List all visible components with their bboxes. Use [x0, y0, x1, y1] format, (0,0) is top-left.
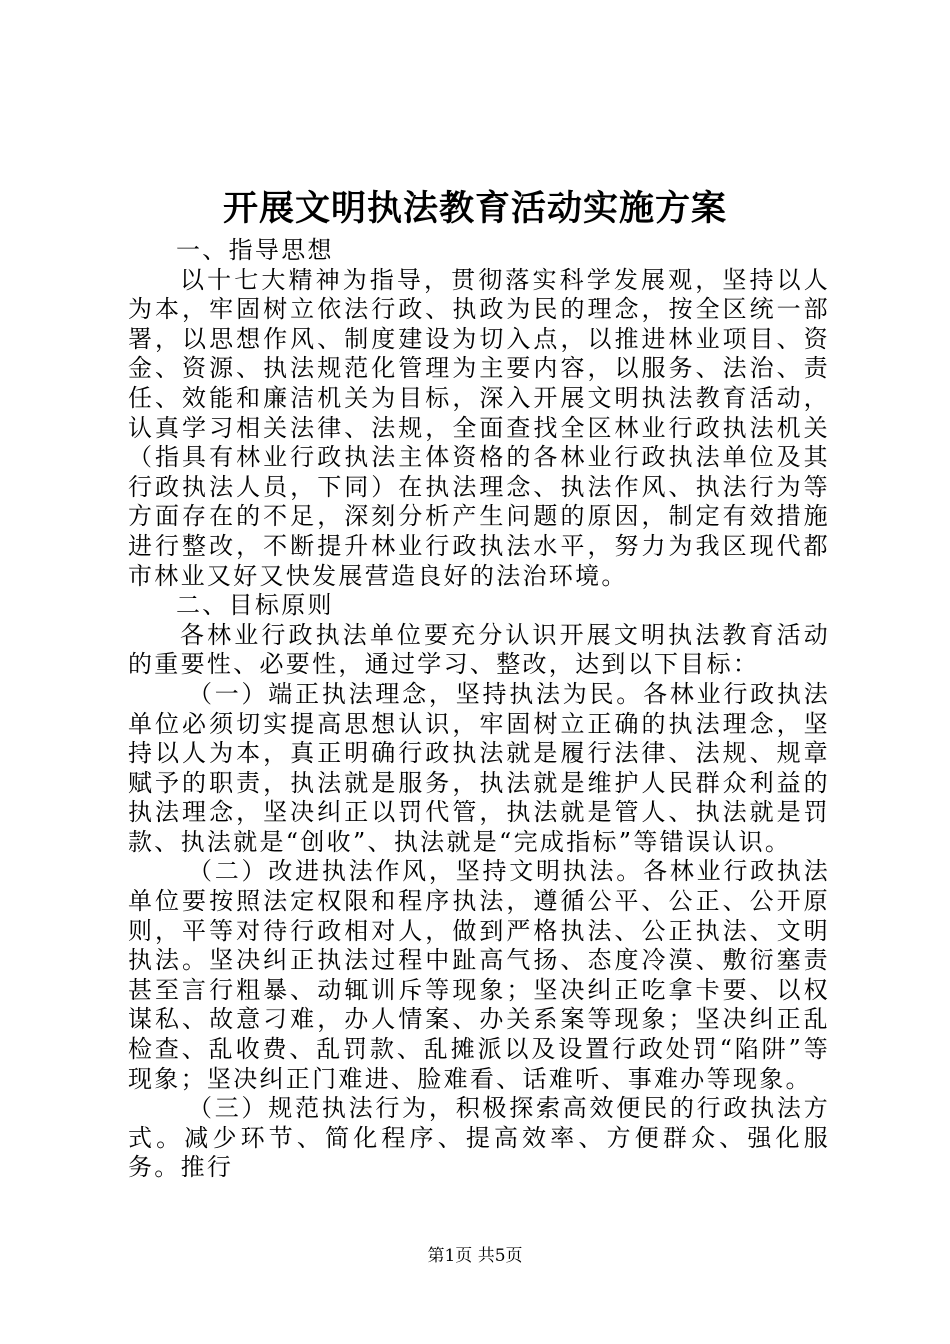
paragraph-guiding-ideology: 以十七大精神为指导，贯彻落实科学发展观，坚持以人为本，牢固树立依法行政、执政为民的理念，按全区统一部署，以思想作风、制度建设为切入点，以推进林业项目、资金、资源、执法规范化管理为主要内容，以服务、法治、责任、效能和廉洁机关为目标，深入开展文明执法教育活动，认真学习相关法律、法规，全面查找全区林业行政执法机关（指具有林业行政执法主体资格的各林业行政执法单位及其行政执法人员，下同）在执法理念、执法作风、执法行为等方面存在的不足，深刻分析产生问题的原因，制定有效措施进行整改，不断提升林业行政执法水平，努力为我区现代都市林业又好又快发展营造良好的法治环境。 [128, 265, 830, 590]
page-footer: 第1页 共5页 [427, 1246, 523, 1266]
section-heading-goals-principles: 二、目标原则 [176, 591, 334, 620]
paragraph-goal-item-3: （三）规范执法行为，积极探索高效便民的行政执法方式。减少环节、简化程序、提高效率、方便群众、强化服务。推行 [128, 1094, 830, 1182]
document-body [128, 236, 830, 1183]
document-title: 开展文明执法教育活动实施方案 [222, 188, 727, 229]
paragraph-goal-item-2: （二）改进执法作风，坚持文明执法。各林业行政执法单位要按照法定权限和程序执法，遵循公平、公正、公开原则，平等对待行政相对人，做到严格执法、公正执法、文明执法。坚决纠正执法过程中趾高气扬、态度冷漠、敷衍塞责甚至言行粗暴、动辄训斥等现象；坚决纠正吃拿卡要、以权谋私、故意刁难，办人情案、办关系案等现象；坚决纠正乱检查、乱收费、乱罚款、乱摊派以及设置行政处罚“陷阱”等现象；坚决纠正门难进、脸难看、话难听、事难办等现象。 [128, 857, 830, 1093]
section-heading-guiding-ideology: 一、指导思想 [176, 236, 334, 264]
paragraph-goal-item-1: （一）端正执法理念，坚持执法为民。各林业行政执法单位必须切实提高思想认识，牢固树立正确的执法理念，坚持以人为本，真正明确行政执法就是履行法律、法规、规章赋予的职责，执法就是服务，执法就是维护人民群众利益的执法理念，坚决纠正以罚代管，执法就是管人、执法就是罚款、执法就是“创收”、执法就是“完成指标”等错误认识。 [128, 679, 830, 856]
paragraph-goals-intro: 各林业行政执法单位要充分认识开展文明执法教育活动的重要性、必要性，通过学习、整改，达到以下目标： [128, 620, 830, 679]
